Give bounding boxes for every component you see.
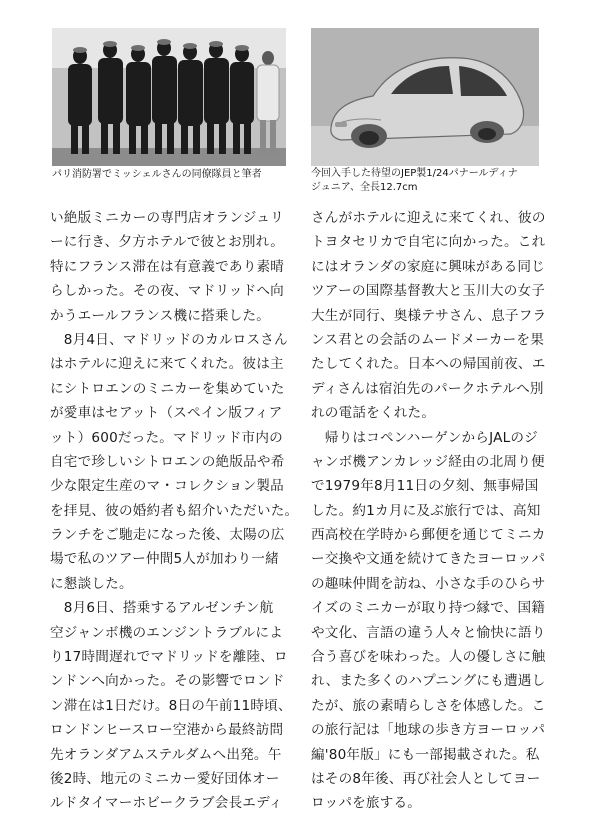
text-line: れ、また多くのハプニングにも遭遇し: [311, 673, 546, 690]
text-line: たしてくれた。日本への帰国前夜、エ: [311, 356, 546, 373]
text-line: 西高校在学時から郵便を通じてミニカ: [311, 527, 546, 544]
text-line: さんがホテルに迎えに来てくれ、彼の: [311, 210, 546, 226]
text-line: 空ジャンボ機のエンジントラブルによ: [50, 624, 283, 641]
text-line: 大生が同行、奥様テサさん、息子フラ: [311, 307, 547, 324]
text-line: の趣味仲間を訪ね、小さな手のひらサ: [311, 575, 546, 592]
firefighters-photo: [52, 28, 286, 166]
text-column-left: [50, 206, 299, 816]
text-line: の旅行記は「地球の歩き方ヨーロッパ: [311, 722, 546, 739]
text-line: 帰りはコペンハーゲンからJALのジ: [311, 429, 538, 446]
text-line: 特にフランス滞在は有意義であり素晴: [50, 258, 285, 275]
text-line: や文化、言語の違う人々と愉快に語り: [311, 624, 546, 641]
text-line: はホテルに迎えに来てくれた。彼は主: [50, 356, 284, 373]
model-car-photo-illustration: [311, 28, 539, 166]
text-line: ルドタイマーホビークラブ会長エディ: [50, 795, 283, 812]
text-line: ンス君との会話のムードメーカーを果: [311, 331, 544, 348]
text-line: した。約1カ月に及ぶ旅行では、高知: [311, 502, 541, 519]
text-line: らしかった。その夜、マドリッドへ向: [50, 283, 284, 300]
text-line: 8月6日、搭乗するアルゼンチン航: [50, 600, 274, 617]
text-line: 先オランダアムステルダムへ出発。午: [50, 746, 282, 763]
text-line: 合う喜びを味わった。人の優しさに触: [311, 649, 546, 666]
text-line: ロンドンヒースロー空港から最終訪問: [50, 722, 284, 739]
text-line: を拝見、彼の婚約者も紹介いただいた。: [50, 502, 299, 519]
text-line: ン滞在は1日だけ。8日の午前11時頃、: [50, 697, 292, 714]
text-line: に懇談した。: [50, 575, 133, 592]
text-line: ャンボ機アンカレッジ経由の北周り便: [311, 453, 545, 470]
text-line: 自宅で珍しいシトロエンの絶版品や希: [50, 453, 285, 470]
text-line: ロッパを旅する。: [311, 795, 422, 812]
firefighters-photo-illustration: [52, 28, 286, 166]
model-car-photo-caption: [311, 167, 551, 195]
firefighters-photo-caption: パリ消防署でミッシェルさんの同僚隊員と筆者: [52, 169, 262, 180]
text-line: り17時間遅れでマドリッドを離陸、ロ: [50, 649, 288, 666]
text-line: たが、旅の素晴らしさを体感した。こ: [311, 697, 546, 714]
text-line: ーに行き、夕方ホテルで彼とお別れ。: [50, 234, 285, 251]
text-line: 少な限定生産のマ・コレクション製品: [50, 478, 284, 495]
text-line: が愛車はセアット（スペイン版フィア: [50, 405, 283, 422]
text-line: い絶版ミニカーの専門店オランジュリ: [50, 210, 284, 226]
text-line: ット）600だった。マドリッド市内の: [50, 429, 283, 446]
text-line: 場で私のツアー仲間5人が加わり一緒: [50, 551, 279, 568]
text-line: で1979年8月11日の夕刻、無事帰国: [311, 478, 539, 495]
text-line: イズのミニカーが取り持つ縁で、国籍: [311, 600, 546, 617]
text-column-right: [311, 206, 551, 816]
text-line: 後2時、地元のミニカー愛好団体オー: [50, 770, 280, 787]
caption-line: 今回入手した待望のJEP製1/24パナールディナ: [311, 168, 518, 179]
text-line: ツアーの国際基督教大と玉川大の女子: [311, 283, 546, 300]
text-line: 編'80年版」にも一部掲載された。私: [311, 746, 540, 763]
model-car-photo: [311, 28, 539, 166]
text-line: にはオランダの家庭に興味がある同じ: [311, 258, 545, 275]
text-line: れの電話をくれた。: [311, 405, 436, 422]
text-line: にシトロエンのミニカーを集めていた: [50, 380, 285, 397]
text-line: ンドンへ向かった。その影響でロンド: [50, 673, 285, 690]
text-line: かうエールフランス機に搭乗した。: [50, 307, 271, 324]
text-line: ー交換や文通を続けてきたヨーロッパ: [311, 551, 546, 568]
text-line: ランチをご馳走になった後、太陽の広: [50, 527, 285, 544]
text-line: 8月4日、マドリッドのカルロスさん: [50, 331, 288, 348]
caption-line: ジュニア、全長12.7cm: [311, 182, 418, 193]
text-line: トヨタセリカで自宅に向かった。これ: [311, 234, 546, 251]
text-line: ディさんは宿泊先のパークホテルへ別: [311, 380, 544, 397]
text-line: はその8年後、再び社会人としてヨー: [311, 770, 541, 787]
